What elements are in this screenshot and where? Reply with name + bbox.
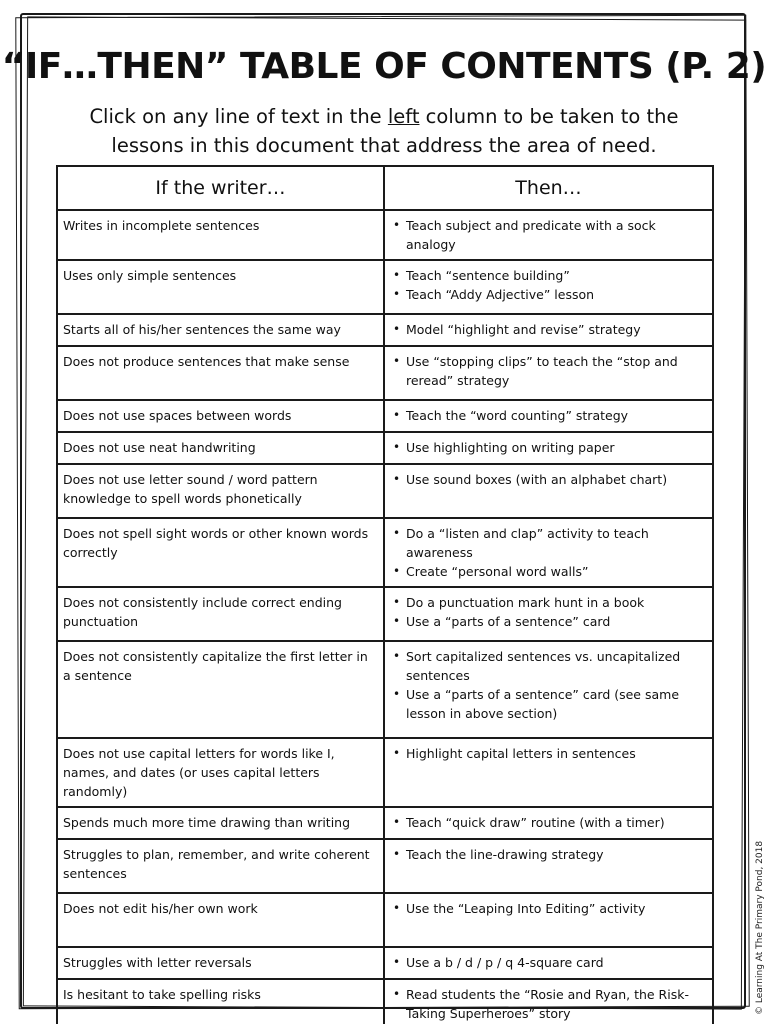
then-action-item: • Use the “Leaping Into Editing” activity — [390, 899, 707, 918]
table-row — [57, 432, 713, 464]
table-body — [57, 210, 713, 1024]
table-row — [57, 641, 713, 738]
table-row — [57, 839, 713, 893]
then-actions-list — [390, 985, 707, 1023]
then-actions-list — [390, 320, 707, 339]
then-actions-cell — [384, 807, 713, 839]
then-action-item: • Use a “parts of a sentence” card (see same lesson in above section) — [390, 685, 707, 723]
then-actions-list — [390, 953, 707, 972]
then-actions-cell — [384, 587, 713, 641]
table-row — [57, 314, 713, 346]
table-row — [57, 738, 713, 807]
header-then: Then… — [384, 166, 713, 210]
table-row — [57, 893, 713, 947]
if-condition-link[interactable]: Writes in incomplete sentences — [57, 210, 384, 260]
then-actions-list — [390, 899, 707, 918]
if-condition-link[interactable]: Does not edit his/her own work — [57, 893, 384, 947]
if-condition-link[interactable]: Is hesitant to take spelling risks — [57, 979, 384, 1024]
then-actions-cell — [384, 314, 713, 346]
then-action-item: • Use sound boxes (with an alphabet chart) — [390, 470, 707, 489]
then-actions-cell — [384, 979, 713, 1024]
toc-table — [56, 165, 714, 1024]
table-row — [57, 260, 713, 314]
then-action-item: • Use “stopping clips” to teach the “stop and reread” strategy — [390, 352, 707, 390]
then-actions-list — [390, 524, 707, 581]
then-actions-list — [390, 216, 707, 254]
copyright-notice: © Learning At The Primary Pond, 2018 — [755, 840, 765, 1015]
table-row — [57, 464, 713, 518]
then-actions-list — [390, 266, 707, 304]
instructions-text — [60, 102, 708, 160]
then-action-item: • Do a “listen and clap” activity to teach awareness — [390, 524, 707, 562]
then-actions-cell — [384, 432, 713, 464]
then-actions-cell — [384, 839, 713, 893]
then-actions-cell — [384, 260, 713, 314]
instructions-before: Click on any line of text in the — [89, 105, 388, 128]
table-row — [57, 979, 713, 1024]
then-action-item: • Create “personal word walls” — [390, 562, 707, 581]
then-action-item: • Use highlighting on writing paper — [390, 438, 707, 457]
then-actions-list — [390, 352, 707, 390]
then-action-item: • Use a b / d / p / q 4-square card — [390, 953, 707, 972]
then-actions-cell — [384, 947, 713, 979]
then-actions-cell — [384, 738, 713, 807]
table-header-row — [57, 166, 713, 210]
then-action-item: • Teach the line-drawing strategy — [390, 845, 707, 864]
if-condition-link[interactable]: Does not use neat handwriting — [57, 432, 384, 464]
then-actions-cell — [384, 210, 713, 260]
table-row — [57, 210, 713, 260]
if-condition-link[interactable]: Does not use letter sound / word pattern knowledge to spell words phonetically — [57, 464, 384, 518]
then-action-item: • Read students the “Rosie and Ryan, the Risk-Taking Superheroes” story — [390, 985, 707, 1023]
if-condition-link[interactable]: Struggles to plan, remember, and write coherent sentences — [57, 839, 384, 893]
if-condition-link[interactable]: Does not consistently capitalize the first letter in a sentence — [57, 641, 384, 738]
then-action-item: • Highlight capital letters in sentences — [390, 744, 707, 763]
if-condition-link[interactable]: Struggles with letter reversals — [57, 947, 384, 979]
then-actions-cell — [384, 518, 713, 587]
if-condition-link[interactable]: Does not produce sentences that make sense — [57, 346, 384, 400]
then-actions-list — [390, 647, 707, 723]
header-if: If the writer… — [57, 166, 384, 210]
then-action-item: • Teach the “word counting” strategy — [390, 406, 707, 425]
then-action-item: • Teach subject and predicate with a sock analogy — [390, 216, 707, 254]
table-row — [57, 947, 713, 979]
then-action-item: • Sort capitalized sentences vs. uncapitalized sentences — [390, 647, 707, 685]
then-actions-cell — [384, 346, 713, 400]
then-actions-cell — [384, 400, 713, 432]
instructions-after: column to be taken to the lessons in this document that address the area of need. — [111, 105, 679, 157]
instructions-left-word: left — [387, 105, 420, 128]
table-row — [57, 400, 713, 432]
page-title: “IF…THEN” TABLE OF CONTENTS (P. 2) — [1, 46, 767, 87]
if-condition-link[interactable]: Spends much more time drawing than writing — [57, 807, 384, 839]
then-action-item: • Teach “quick draw” routine (with a timer) — [390, 813, 707, 832]
if-condition-link[interactable]: Starts all of his/her sentences the same way — [57, 314, 384, 346]
then-action-item: • Use a “parts of a sentence” card — [390, 612, 707, 631]
then-actions-cell — [384, 641, 713, 738]
then-actions-list — [390, 470, 707, 489]
if-condition-link[interactable]: Uses only simple sentences — [57, 260, 384, 314]
table-row — [57, 807, 713, 839]
if-condition-link[interactable]: Does not spell sight words or other known words correctly — [57, 518, 384, 587]
if-condition-link[interactable]: Does not consistently include correct ending punctuation — [57, 587, 384, 641]
then-actions-list — [390, 744, 707, 763]
then-actions-cell — [384, 464, 713, 518]
then-actions-cell — [384, 893, 713, 947]
then-actions-list — [390, 593, 707, 631]
then-actions-list — [390, 438, 707, 457]
table-row — [57, 587, 713, 641]
then-action-item: • Model “highlight and revise” strategy — [390, 320, 707, 339]
then-action-item: • Teach “Addy Adjective” lesson — [390, 285, 707, 304]
then-actions-list — [390, 845, 707, 864]
table-row — [57, 518, 713, 587]
then-actions-list — [390, 406, 707, 425]
if-condition-link[interactable]: Does not use capital letters for words like I, names, and dates (or uses capital letters randomly) — [57, 738, 384, 807]
then-action-item: • Do a punctuation mark hunt in a book — [390, 593, 707, 612]
if-condition-link[interactable]: Does not use spaces between words — [57, 400, 384, 432]
table-row — [57, 346, 713, 400]
then-actions-list — [390, 813, 707, 832]
then-action-item: • Teach “sentence building” — [390, 266, 707, 285]
